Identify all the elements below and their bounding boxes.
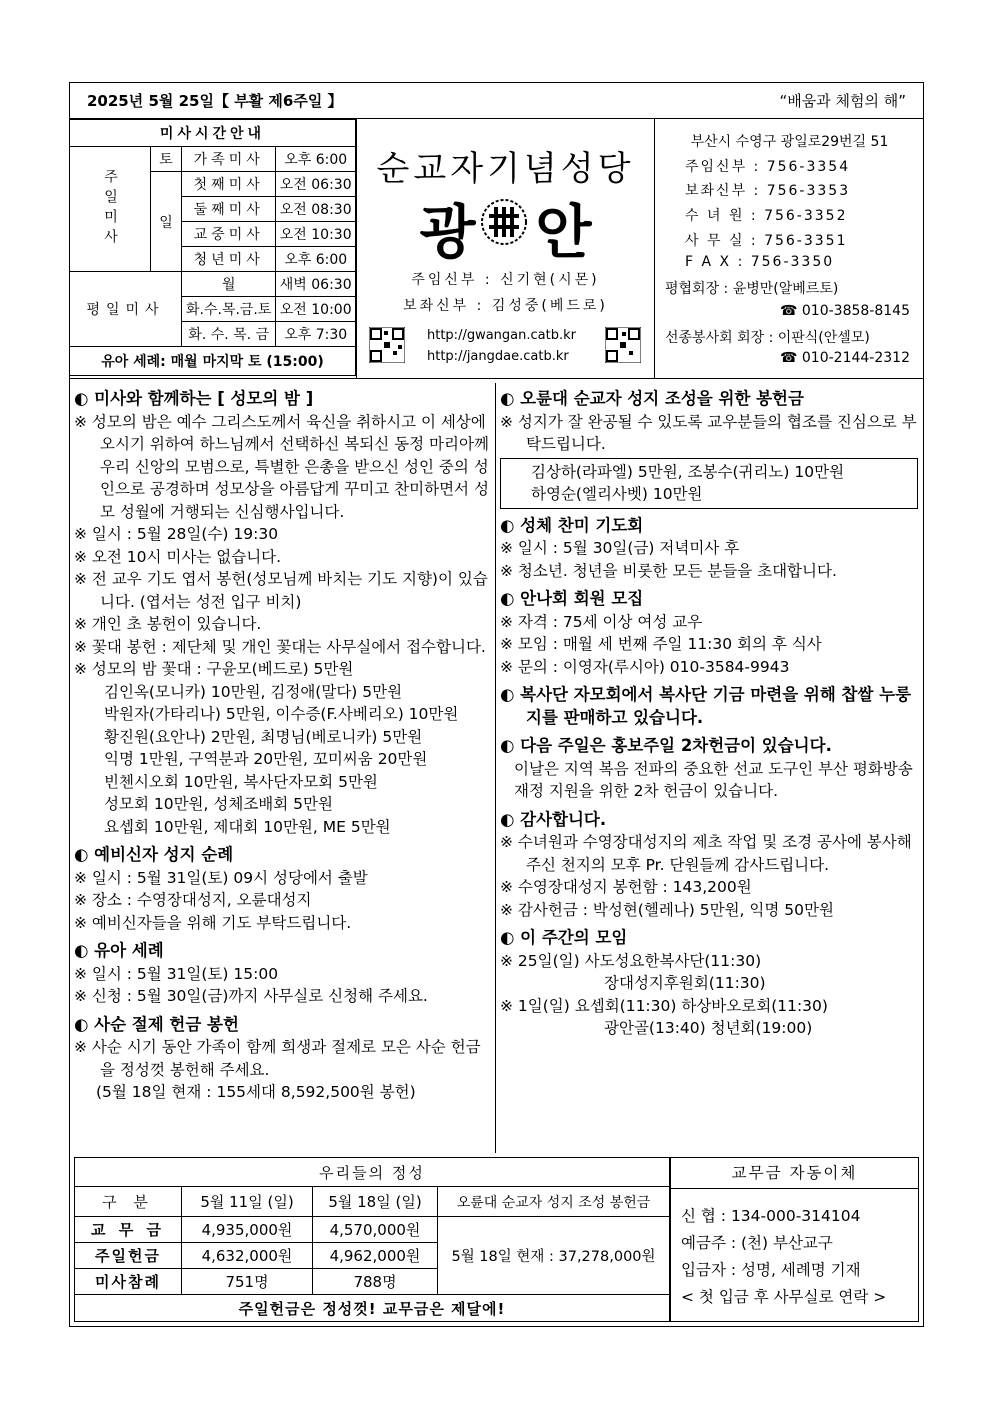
notice-paragraph: ※ 성모의 밤은 예수 그리스도께서 육신을 취하시고 이 세상에 오시기 위하여 하느님께서 선택하신 복되신 동정 마리아께 우리 신앙의 모범으로, 특별한 은총을 받으신 성인 중의 성인으로 공경하며 성모상을 아름답게 꾸미고 찬미하면서 성모 성월에 거행되는 신심행사입니다. — [74, 412, 489, 521]
donor-line: 김인옥(모니카) 10만원, 김정애(말다) 5만원 — [104, 682, 403, 701]
qr-code-icon[interactable] — [369, 327, 405, 363]
autopay-line: < 첫 입금 후 사무실로 연락 > — [681, 1288, 887, 1306]
table-cell: 4,935,000원 — [182, 1217, 313, 1243]
offering-section — [74, 1157, 919, 1322]
contact-line: 보좌신부 : 756-3353 — [685, 183, 851, 199]
autopay-box — [670, 1157, 919, 1322]
notice-item: ※ 수영장대성지 봉헌함 : 143,200원 — [500, 878, 752, 896]
table-header: 구 분 — [75, 1187, 182, 1217]
table-cell: 4,570,000원 — [313, 1217, 438, 1243]
mass-time: 오전 10:00 — [276, 297, 356, 322]
mass-name: 화.수.목.금.토 — [182, 297, 276, 322]
meeting-line: ※ 25일(일) 사도성요한복사단(11:30) — [500, 951, 762, 970]
meeting-line: ※ 1일(일) 요셉회(11:30) 하상바오로회(11:30) — [500, 996, 828, 1015]
contact-line: 수 녀 원 : 756-3352 — [685, 208, 848, 224]
donor-line: 하영순(엘리사벳) 10만원 — [531, 485, 703, 503]
infant-baptism-note: 유아 세례: 매월 마지막 토 (15:00) — [70, 347, 356, 376]
row-label: 미사참례 — [75, 1269, 182, 1295]
contact-line: 주임신부 : 756-3354 — [685, 159, 851, 175]
notice-item: ※ 청소년. 청년을 비롯한 모든 분들을 초대합니다. — [500, 561, 837, 580]
section-title: ◐ 사순 절제 헌금 봉헌 — [74, 1014, 239, 1034]
notice-item: ※ 개인 초 봉헌이 있습니다. — [74, 615, 262, 633]
notice-item: ※ 꽃대 봉헌 : 제단체 및 개인 꽃대는 사무실에서 접수합니다. — [74, 637, 486, 656]
website-link-1[interactable]: http://gwangan.catb.kr — [427, 328, 576, 343]
mass-name: 화. 수. 목. 금 — [182, 322, 276, 347]
table-cell: 788명 — [313, 1269, 438, 1295]
notice-item: ※ 일시 : 5월 30일(금) 저녁미사 후 — [500, 539, 740, 557]
mass-name: 교중미사 — [182, 222, 276, 247]
section-title: ◐ 복사단 자모회에서 복사단 기금 마련을 위해 찹쌀 누룽지를 판매하고 있습니다. — [500, 685, 912, 727]
sunday-label: 일 — [151, 172, 182, 272]
church-name-second: 안 — [535, 198, 592, 266]
section-title: ◐ 유아 세례 — [74, 941, 164, 960]
row-label: 교 무 금 — [75, 1217, 182, 1243]
row-label: 주일헌금 — [75, 1243, 182, 1269]
oryun-title: 오륜대 순교자 성지 조성 봉헌금 — [438, 1187, 670, 1217]
notice-item: ※ 수녀원과 수영장대성지의 제초 작업 및 조경 공사에 봉사해 주신 천지의 모후 Pr. 단원들께 감사드립니다. — [500, 833, 912, 874]
notice-item: ※ 일시 : 5월 31일(토) 15:00 — [74, 964, 279, 983]
donor-line: 김상하(라파엘) 5만원, 조봉수(귀리노) 10만원 — [531, 462, 845, 481]
weekday-mass-label: 평일미사 — [70, 272, 182, 347]
section-title: ◐ 다음 주일은 홍보주일 2차헌금이 있습니다. — [500, 736, 832, 755]
offering-table — [74, 1157, 670, 1322]
autopay-line: 입금자 : 성명, 세례명 기재 — [681, 1261, 861, 1279]
notice-item: ※ 성모의 밤 꽃대 : 구윤모(베드로) 5만원 — [74, 660, 354, 678]
assistant-pastor-line: 보좌신부 : 김성중(베드로) — [403, 298, 608, 314]
church-title-block — [357, 119, 655, 378]
mass-name: 첫째미사 — [182, 172, 276, 197]
sunday-mass-label: 주일미사 — [70, 147, 151, 272]
notice-paragraph: ※ 사순 시기 동안 가족이 함께 희생과 절제로 모은 사순 헌금을 정성껏 봉헌해 주세요. — [74, 1038, 481, 1079]
contact-block — [655, 119, 924, 378]
mass-time: 오후 7:30 — [276, 322, 356, 347]
notice-item: ※ 전 교우 기도 엽서 봉헌(성모님께 바치는 기도 지향)이 있습니다. (엽서는 성전 입구 비치) — [74, 570, 488, 611]
section-title: ◐ 예비신자 성지 순례 — [74, 845, 234, 864]
contact-line: F A X : 756-3350 — [685, 254, 835, 270]
donor-line: 빈첸시오회 10만원, 복사단자모회 5만원 — [104, 772, 378, 791]
mass-time: 오후 6:00 — [276, 147, 356, 172]
mass-title: 미사시간안내 — [70, 120, 356, 147]
section-title: ◐ 오륜대 순교자 성지 조성을 위한 봉헌금 — [500, 389, 804, 408]
right-column — [500, 388, 918, 1040]
lent-offering-note: (5월 18일 현재 : 155세대 8,592,500원 봉헌) — [96, 1083, 416, 1101]
contact-line: ☎ 010-2144-2312 — [780, 350, 910, 366]
header-bar — [69, 82, 924, 119]
mass-name: 월 — [182, 272, 276, 297]
notice-paragraph: ※ 성지가 잘 완공될 수 있도록 교우분들의 협조를 진심으로 부탁드립니다. — [500, 412, 917, 453]
year-motto: “배움과 체험의 해” — [779, 92, 906, 110]
column-divider — [495, 383, 496, 1153]
website-link-2[interactable]: http://jangdae.catb.kr — [427, 349, 569, 364]
address: 부산시 수영구 광일로29번길 51 — [690, 134, 889, 150]
mass-time: 오전 06:30 — [276, 172, 356, 197]
notice-item: ※ 일시 : 5월 31일(토) 09시 성당에서 출발 — [74, 868, 368, 887]
mass-time: 오전 08:30 — [276, 197, 356, 222]
table-cell: 4,632,000원 — [182, 1243, 313, 1269]
table-cell: 751명 — [182, 1269, 313, 1295]
mass-time: 새벽 06:30 — [276, 272, 356, 297]
contact-line: 사 무 실 : 756-3351 — [685, 233, 848, 249]
notice-item: ※ 예비신자들을 위해 기도 부탁드립니다. — [74, 913, 352, 932]
qr-code-icon[interactable] — [605, 327, 641, 363]
table-header: 5월 18일 (일) — [313, 1187, 438, 1217]
donor-line: 박원자(가타리나) 5만원, 이수증(F.사베리오) 10만원 — [104, 705, 459, 723]
autopay-line: 신 협 : 134-000-314104 — [681, 1207, 861, 1225]
contact-line: 평협회장 : 윤병만(알베르토) — [665, 281, 839, 297]
left-column — [74, 388, 492, 1104]
table-cell: 4,962,000원 — [313, 1243, 438, 1269]
notice-item: ※ 장소 : 수영장대성지, 오륜대성지 — [74, 891, 312, 909]
donor-line: 익명 1만원, 구역분과 20만원, 꼬미씨움 20만원 — [104, 750, 428, 768]
notice-item: ※ 신청 : 5월 30일(금)까지 사무실로 신청해 주세요. — [74, 987, 428, 1005]
section-title: ◐ 성체 찬미 기도회 — [500, 515, 644, 535]
mass-time: 오전 10:30 — [276, 222, 356, 247]
divider — [69, 378, 924, 379]
autopay-line: 예금주 : (천) 부산교구 — [681, 1234, 833, 1252]
notice-item: ※ 자격 : 75세 이상 여성 교우 — [500, 612, 703, 631]
meeting-line: 장대성지후원회(11:30) — [604, 974, 766, 992]
mass-name: 가족미사 — [182, 147, 276, 172]
mass-name: 청년미사 — [182, 247, 276, 272]
notice-item: ※ 문의 : 이영자(루시아) 010-3584-9943 — [500, 657, 790, 676]
donor-line: 황진원(요안나) 2만원, 최명님(베로니카) 5만원 — [104, 727, 423, 746]
notice-item: ※ 감사헌금 : 박성현(헬레나) 5만원, 익명 50만원 — [500, 900, 834, 919]
bulletin-date: 2025년 5월 25일【 부활 제6주일 】 — [87, 92, 343, 110]
donor-box — [500, 458, 918, 509]
notice-item: ※ 오전 10시 미사는 없습니다. — [74, 547, 282, 566]
offering-title: 우리들의 정성 — [75, 1158, 670, 1187]
section-title: ◐ 이 주간의 모임 — [500, 928, 628, 947]
church-name-first: 광 — [419, 198, 476, 266]
mass-time: 오후 6:00 — [276, 247, 356, 272]
notice-item: ※ 모임 : 매월 세 번째 주일 11:30 회의 후 식사 — [500, 635, 822, 653]
donor-line: 요셉회 10만원, 제대회 10만원, ME 5만원 — [104, 817, 391, 836]
notice-paragraph: 이날은 지역 복음 전파의 중요한 선교 도구인 부산 평화방송 재정 지원을 위한 2차 헌금이 있습니다. — [514, 759, 913, 800]
pastor-line: 주임신부 : 신기현(시몬) — [411, 272, 600, 288]
section-title: ◐ 감사합니다. — [500, 809, 607, 829]
contact-line: 선종봉사회 회장 : 이판식(안셀모) — [665, 330, 870, 346]
notice-item: ※ 일시 : 5월 28일(수) 19:30 — [74, 525, 279, 543]
mass-name: 둘째미사 — [182, 197, 276, 222]
church-emblem-icon — [479, 197, 529, 247]
meeting-line: 광안골(13:40) 청년회(19:00) — [604, 1019, 813, 1037]
offering-footer: 주일헌금은 정성껏! 교무금은 제달에! — [75, 1295, 670, 1322]
donor-line: 성모회 10만원, 성체조배회 5만원 — [104, 795, 333, 813]
section-title: ◐ 미사와 함께하는 [ 성모의 밤 ] — [74, 389, 314, 408]
mass-schedule — [69, 119, 357, 378]
autopay-title: 교무금 자동이체 — [671, 1158, 918, 1189]
contact-line: ☎ 010-3858-8145 — [780, 303, 910, 319]
table-header: 5월 11일 (일) — [182, 1187, 313, 1217]
oryun-value: 5월 18일 현재 : 37,278,000원 — [438, 1217, 670, 1295]
section-title: ◐ 안나회 회원 모집 — [500, 589, 644, 608]
saturday-label: 토 — [151, 147, 182, 172]
church-subtitle: 순교자기념성당 — [376, 149, 635, 189]
